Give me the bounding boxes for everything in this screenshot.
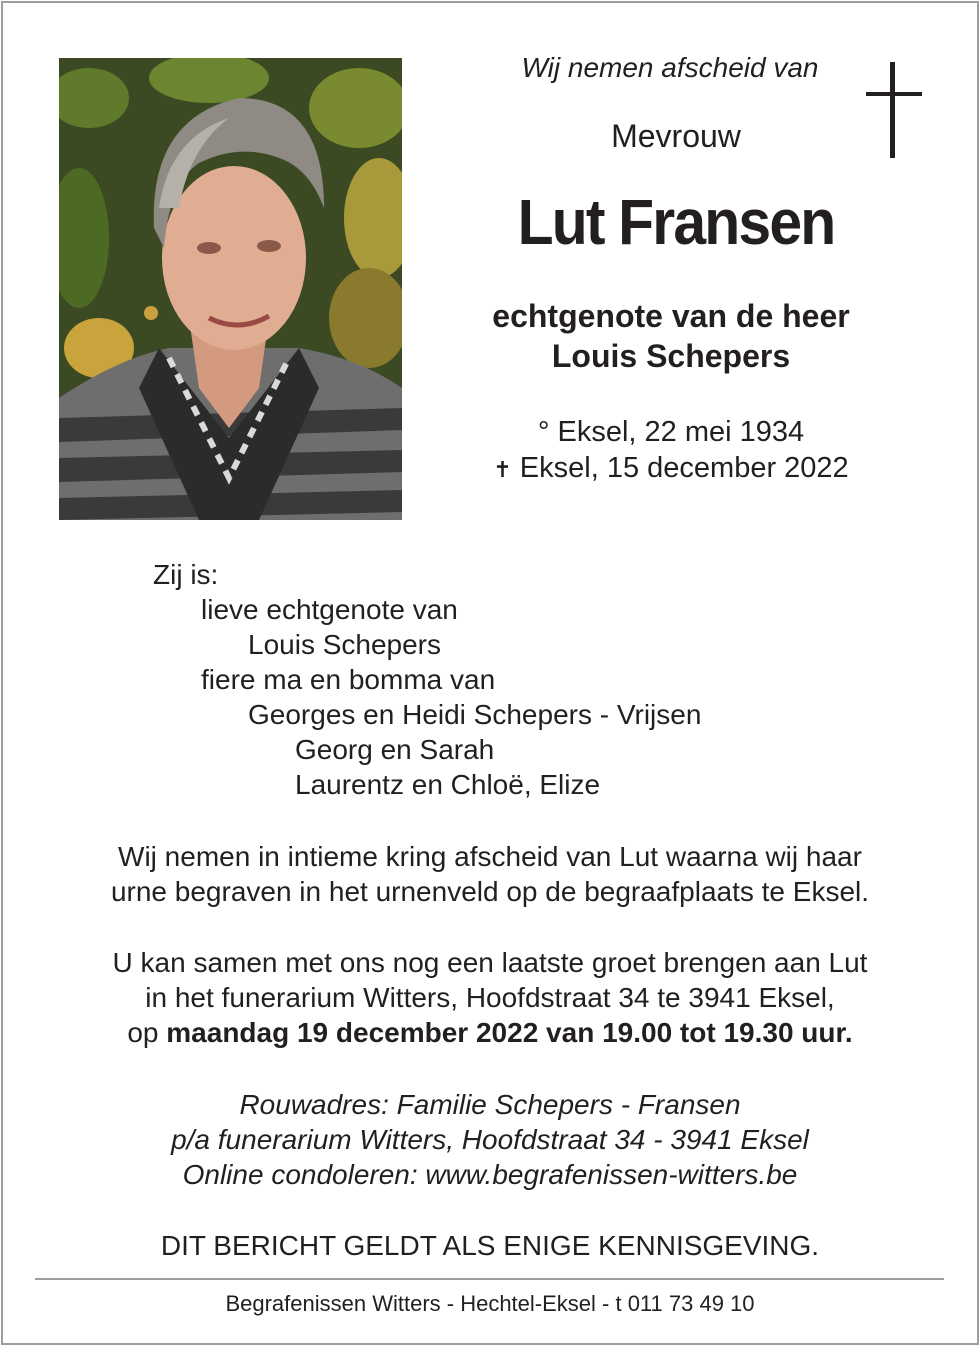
deceased-name: Lut Fransen xyxy=(517,186,835,258)
death-date-line xyxy=(436,450,906,488)
notice-line: DIT BERICHT GELDT ALS ENIGE KENNISGEVING. xyxy=(160,1230,820,1261)
footer-text: Begrafenissen Witters - Hechtel-Eksel - t 011 73 49 10 xyxy=(225,1291,755,1316)
dates-block xyxy=(436,414,906,488)
visitation-line-3 xyxy=(0,1015,980,1050)
burial-line-2: urne begraven in het urnenveld op de begraafplaats te Eksel. xyxy=(110,876,870,907)
notice-text xyxy=(0,1228,980,1263)
burial-line-1: Wij nemen in intieme kring afscheid van Lut waarna wij haar xyxy=(118,841,862,872)
intro-text: Wij nemen afscheid van xyxy=(521,52,819,83)
birth-date: ° Eksel, 22 mei 1934 xyxy=(537,416,805,448)
visitation-line-1: U kan samen met ons nog een laatste groet brengen aan Lut xyxy=(112,947,868,978)
death-date: Eksel, 15 december 2022 xyxy=(511,452,849,484)
small-cross-icon: ✝ xyxy=(493,457,512,482)
visitation-prefix: op xyxy=(127,1017,167,1048)
family-line: Laurentz en Chloë, Elize xyxy=(295,769,601,800)
mourning-address: Rouwadres: Familie Schepers - Fransen xyxy=(239,1089,741,1120)
visitation-paragraph xyxy=(0,945,980,1050)
spouse-block xyxy=(436,296,906,376)
visitation-datetime: maandag 19 december 2022 van 19.00 tot 19.30 uur. xyxy=(166,1017,853,1048)
family-line: fiere ma en bomma van xyxy=(201,664,496,695)
burial-paragraph xyxy=(0,839,980,909)
family-line: Georg en Sarah xyxy=(295,734,495,765)
family-line: Zij is: xyxy=(153,559,219,590)
family-line: Louis Schepers xyxy=(248,629,442,660)
portrait-photo xyxy=(59,58,402,520)
visitation-line-2: in het funerarium Witters, Hoofdstraat 34 te 3941 Eksel, xyxy=(145,982,835,1013)
family-line: Georges en Heidi Schepers - Vrijsen xyxy=(248,699,702,730)
spouse-line-1: echtgenote van de heer xyxy=(492,298,850,334)
address-block xyxy=(0,1087,980,1192)
family-list xyxy=(153,557,701,802)
funeral-home-address: p/a funerarium Witters, Hoofdstraat 34 - 3941 Eksel xyxy=(171,1124,809,1155)
spouse-line-2: Louis Schepers xyxy=(551,338,791,374)
honorific: Mevrouw xyxy=(611,118,741,154)
family-line: lieve echtgenote van xyxy=(201,594,458,625)
online-condolence: Online condoleren: www.begrafenissen-witters.be xyxy=(182,1159,798,1190)
footer-divider xyxy=(35,1278,944,1280)
